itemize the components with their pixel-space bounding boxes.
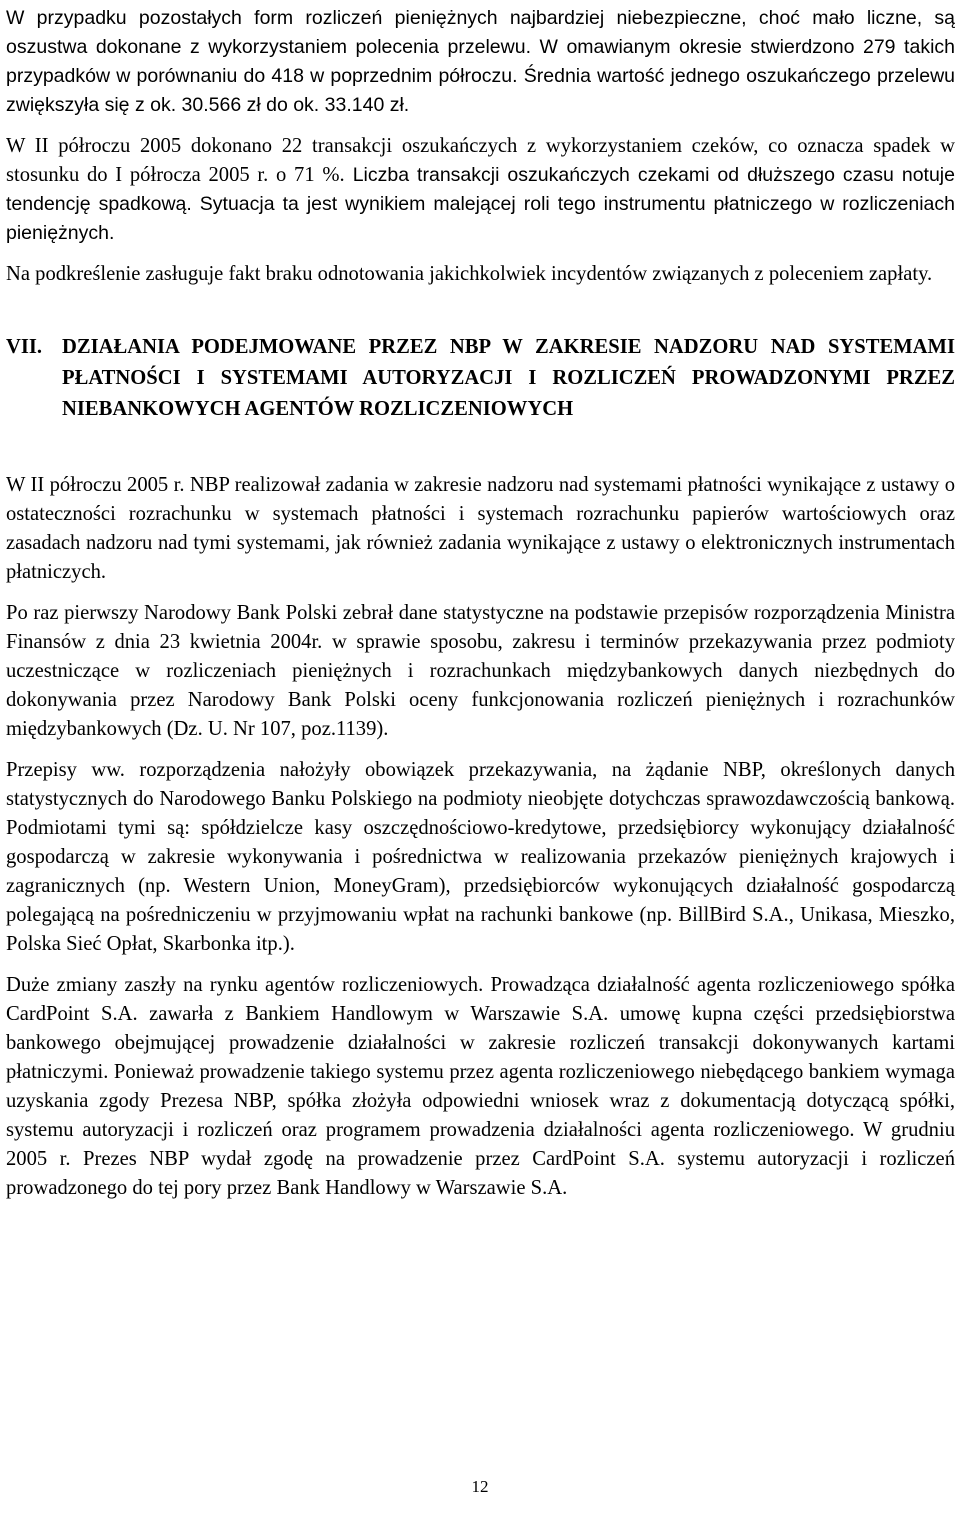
- section-number: VII.: [6, 336, 43, 358]
- page-number: 12: [471, 1477, 489, 1496]
- paragraph-cheque-fraud: [6, 132, 955, 248]
- paragraph-transfer-fraud: W przypadku pozostałych form rozliczeń pieniężnych najbardziej niebezpieczne, choć mało liczne, są oszustwa dokonane z wykorzystaniem polecenia przelewu. W omawianym okresie stwierdzono 279 takich przypadków w porównaniu do 418 w poprzednim półroczu. Średnia wartość jednego oszukańczego przelewu zwiększyła się z ok. 30.566 zł do ok. 33.140 zł.: [6, 7, 955, 116]
- section-title: DZIAŁANIA PODEJMOWANE PRZEZ NBP W ZAKRESIE NADZORU NAD SYSTEMAMI PŁATNOŚCI I SYSTEMAMI AUTORYZACJI I ROZLICZEŃ PROWADZONYMI PRZEZ NIEBANKOWYCH AGENTÓW ROZLICZENIOWYCH: [62, 336, 955, 420]
- document-page: [6, 0, 955, 1215]
- paragraph-reporting-obligations: Przepisy ww. rozporządzenia nałożyły obowiązek przekazywania, na żądanie NBP, określonych danych statystycznych do Narodowego Banku Polskiego na podmioty nieobjęte dotychczas sprawozdawczością bankową. Podmiotami tymi są: spółdzielcze kasy oszczędnościowo-kredytowe, przedsiębiorcy wykonujący działalność gospodarczą w zakresie wykonywania i pośrednictwa w realizowania przekazów pieniężnych krajowych i zagranicznych (np. Western Union, MoneyGram), przedsiębiorców wykonujących działalność gospodarczą polegającą na pośredniczeniu w przyjmowaniu wpłat na rachunki bankowe (np. BillBird S.A., Unikasa, Mieszko, Polska Sieć Opłat, Skarbonka itp.).: [6, 759, 955, 955]
- paragraph-direct-debit-note: Na podkreślenie zasługuje fakt braku odnotowania jakichkolwiek incydentów związanych z poleceniem zapłaty.: [6, 263, 933, 285]
- paragraph-statistical-data: Po raz pierwszy Narodowy Bank Polski zebrał dane statystyczne na podstawie przepisów rozporządzenia Ministra Finansów z dnia 23 kwietnia 2004r. w sprawie sposobu, zakresu i terminów przekazywania przez podmioty uczestniczące w rozliczeniach pieniężnych i rozrachunkach międzybankowych danych niezbędnych do dokonywania przez Narodowy Bank Polski oceny funkcjonowania rozliczeń pieniężnych i rozrachunków międzybankowych (Dz. U. Nr 107, poz.1139).: [6, 602, 955, 740]
- paragraph-nbp-supervision: W II półroczu 2005 r. NBP realizował zadania w zakresie nadzoru nad systemami płatności wynikające z ustawy o ostateczności rozrachunku w systemach płatności i systemach rozrachunku papierów wartościowych oraz zasadach nadzoru nad tymi systemami, jak również zadania wynikające z ustawy o elektronicznych instrumentach płatniczych.: [6, 474, 955, 583]
- section-heading: [6, 332, 955, 425]
- paragraph-settlement-agents: Duże zmiany zaszły na rynku agentów rozliczeniowych. Prowadząca działalność agenta rozliczeniowego spółka CardPoint S.A. zawarła z Bankiem Handlowym w Warszawie S.A. umowę kupna części przedsiębiorstwa bankowego obejmującej prowadzenie działalności w zakresie rozliczeń transakcji dokonywanych kartami płatniczymi. Ponieważ prowadzenie takiego systemu przez agenta rozliczeniowego niebędącego bankiem wymaga uzyskania zgody Prezesa NBP, spółka złożyła odpowiedni wniosek wraz z dokumentacją dotyczącą spółki, systemu autoryzacji i rozliczeń oraz programem prowadzenia działalności agenta rozliczeniowego. W grudniu 2005 r. Prezes NBP wydał zgodę na prowadzenie przez CardPoint S.A. systemu autoryzacji i rozliczeń prowadzonego do tej pory przez Bank Handlowy w Warszawie S.A.: [6, 974, 955, 1199]
- cheque-fraud-sans-text: Liczba transakcji oszukańczych czekami od dłuższego czasu notuje tendencję spadkową. Sytuacja ta jest wynikiem malejącej roli tego instrumentu płatniczego w rozliczeniach pieniężnych.: [6, 164, 955, 244]
- cheque-fraud-serif-text: W II półroczu 2005 dokonano 22 transakcji oszukańczych z wykorzystaniem czeków, co oznacza spadek w stosunku do I półrocza 2005 r. o 71 %.: [6, 135, 955, 186]
